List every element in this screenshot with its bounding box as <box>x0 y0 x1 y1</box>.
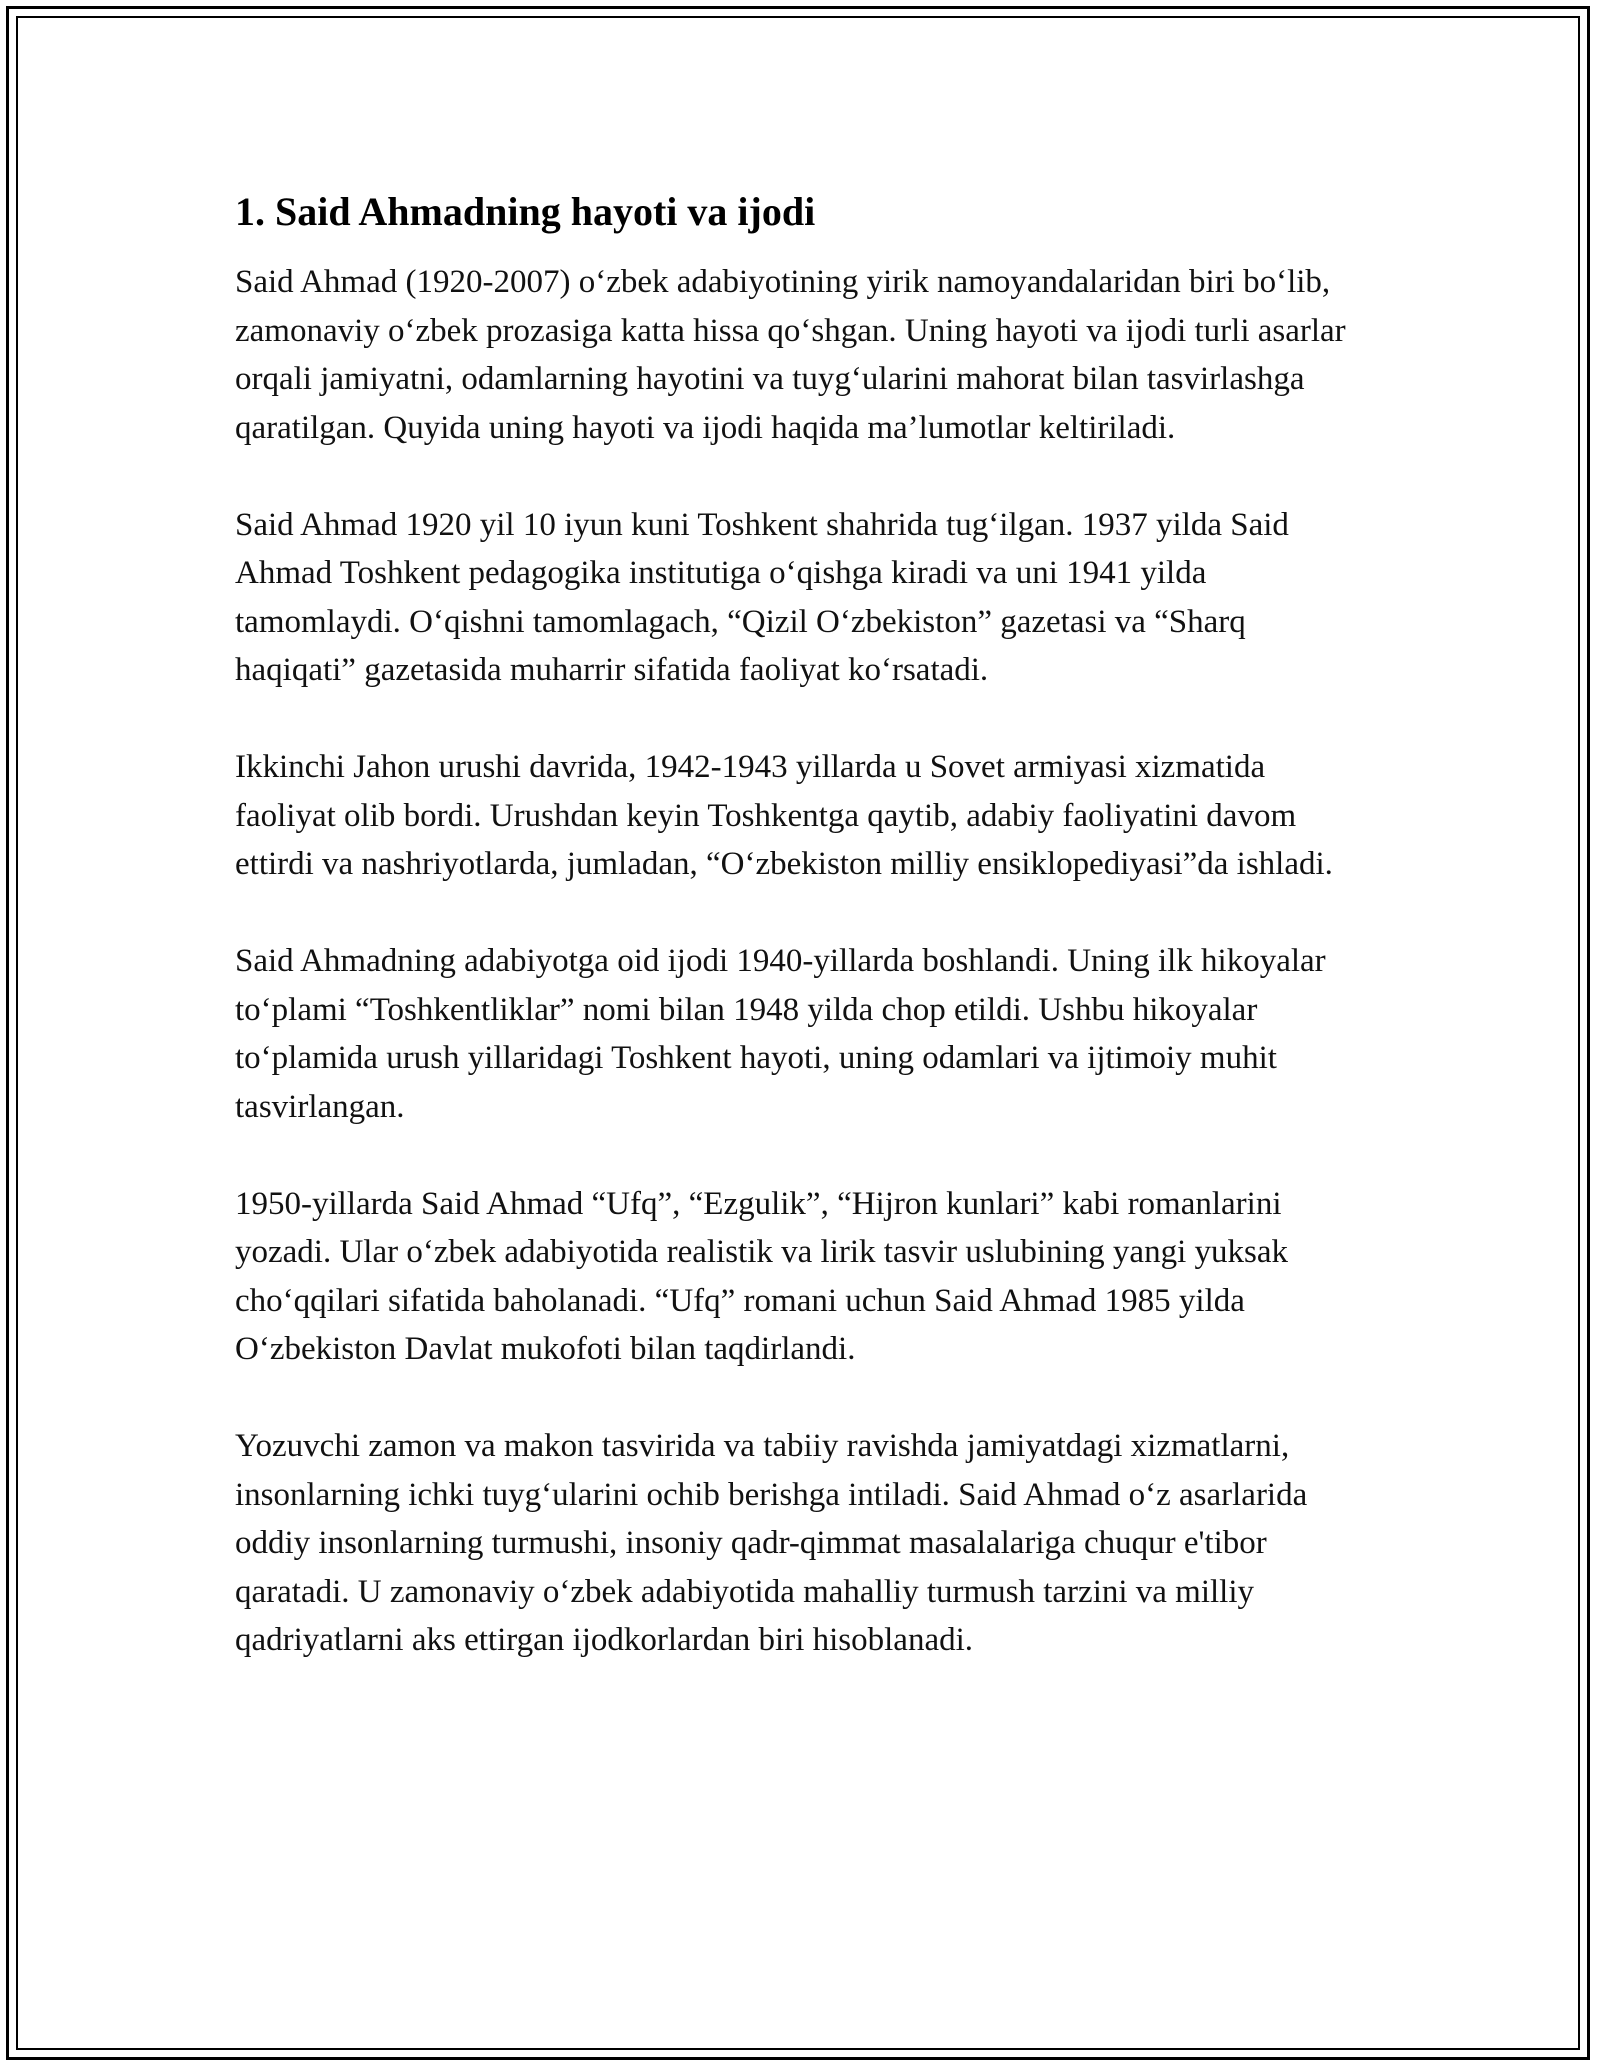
paragraph-intro: Said Ahmad (1920-2007) o‘zbek adabiyotining yirik namoyandalaridan biri bo‘lib, zamonaviy o‘zbek prozasiga katta hissa qo‘shgan. Uning hayoti va ijodi turli asarlar orqali jamiyatni, odamlarning hayotini va tuyg‘ularini mahorat bilan tasvirlashga qaratilgan. Quyida uning hayoti va ijodi haqida ma’lumotlar keltiriladi. <box>235 264 1346 446</box>
document-body <box>235 186 1365 1713</box>
paragraph-war-years: Ikkinchi Jahon urushi davrida, 1942-1943 yillarda u Sovet armiyasi xizmatida faoliyat olib bordi. Urushdan keyin Toshkentga qaytib, adabiy faoliyatini davom ettirdi va nashriyotlarda, jumladan, “O‘zbekiston milliy ensiklopediyasi”da ishladi. <box>235 749 1333 882</box>
paragraph-literary-start: Said Ahmadning adabiyotga oid ijodi 1940-yillarda boshlandi. Uning ilk hikoyalar to‘plami “Toshkentliklar” nomi bilan 1948 yilda chop etildi. Ushbu hikoyalar to‘plamida urush yillaridagi Toshkent hayoti, uning odamlari va ijtimoiy muhit tasvirlangan. <box>235 943 1326 1125</box>
paragraph-novels: 1950-yillarda Said Ahmad “Ufq”, “Ezgulik”, “Hijron kunlari” kabi romanlarini yozadi. Ular o‘zbek adabiyotida realistik va lirik tasvir uslubining yangi yuksak cho‘qqilari sifatida baholanadi. “Ufq” romani uchun Said Ahmad 1985 yilda O‘zbekiston Davlat mukofoti bilan taqdirlandi. <box>235 1185 1288 1367</box>
paragraph-themes: Yozuvchi zamon va makon tasvirida va tabiiy ravishda jamiyatdagi xizmatlarni, insonlarning ichki tuyg‘ularini ochib berishga intiladi. Said Ahmad o‘z asarlarida oddiy insonlarning turmushi, insoniy qadr-qimmat masalalariga chuqur e'tibor qaratadi. U zamonaviy o‘zbek adabiyotida mahalliy turmush tarzini va milliy qadriyatlarni aks ettirgan ijodkorlardan biri hisoblanadi. <box>235 1428 1308 1658</box>
paragraph-early-life: Said Ahmad 1920 yil 10 iyun kuni Toshkent shahrida tug‘ilgan. 1937 yilda Said Ahmad Toshkent pedagogika institutiga o‘qishga kiradi va uni 1941 yilda tamomlaydi. O‘qishni tamomlagach, “Qizil O‘zbekiston” gazetasi va “Sharq haqiqati” gazetasida muharrir sifatida faoliyat ko‘rsatadi. <box>235 506 1289 688</box>
section-heading: 1. Said Ahmadning hayoti va ijodi <box>235 189 816 234</box>
